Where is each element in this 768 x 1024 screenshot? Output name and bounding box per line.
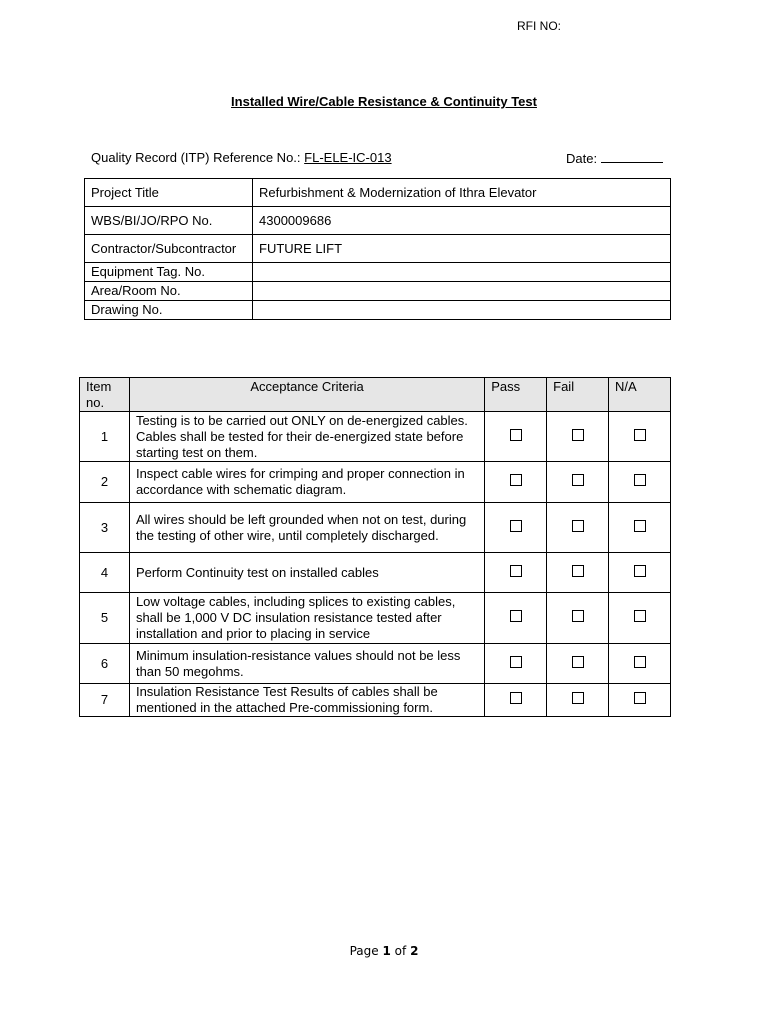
na-cell <box>609 503 671 553</box>
of-word: of <box>394 944 407 958</box>
header-fail: Fail <box>547 378 609 412</box>
info-row <box>85 301 671 320</box>
info-label: Contractor/Subcontractor <box>85 235 253 263</box>
table-row <box>80 684 671 717</box>
na-checkbox[interactable] <box>634 610 646 622</box>
rfi-label: RFI NO: <box>517 19 561 33</box>
info-row <box>85 263 671 282</box>
quality-record-line <box>91 150 392 165</box>
page-footer <box>0 944 768 958</box>
fail-checkbox[interactable] <box>572 520 584 532</box>
item-number: 1 <box>80 412 130 462</box>
header-acceptance-criteria: Acceptance Criteria <box>129 378 484 412</box>
fail-checkbox[interactable] <box>572 429 584 441</box>
fail-cell <box>547 553 609 593</box>
table-row <box>80 553 671 593</box>
item-number: 5 <box>80 593 130 644</box>
table-row <box>80 462 671 503</box>
page-word: Page <box>349 944 379 958</box>
pass-checkbox[interactable] <box>510 656 522 668</box>
na-checkbox[interactable] <box>634 520 646 532</box>
pass-checkbox[interactable] <box>510 474 522 486</box>
info-value[interactable] <box>253 263 671 282</box>
info-label: Project Title <box>85 179 253 207</box>
item-number: 6 <box>80 644 130 684</box>
na-cell <box>609 553 671 593</box>
pass-checkbox[interactable] <box>510 565 522 577</box>
info-value[interactable] <box>253 282 671 301</box>
page-current: 1 <box>382 944 391 958</box>
fail-cell <box>547 462 609 503</box>
pass-cell <box>485 503 547 553</box>
na-cell <box>609 462 671 503</box>
info-label: Drawing No. <box>85 301 253 320</box>
na-checkbox[interactable] <box>634 692 646 704</box>
na-cell <box>609 684 671 717</box>
header-pass: Pass <box>485 378 547 412</box>
project-info-table <box>84 178 671 320</box>
info-row <box>85 282 671 301</box>
item-number: 2 <box>80 462 130 503</box>
header-na: N/A <box>609 378 671 412</box>
pass-cell <box>485 593 547 644</box>
fail-checkbox[interactable] <box>572 565 584 577</box>
quality-record-label: Quality Record (ITP) Reference No.: <box>91 150 301 165</box>
na-cell <box>609 593 671 644</box>
quality-record-ref: FL-ELE-IC-013 <box>304 150 392 165</box>
document-title: Installed Wire/Cable Resistance & Continuity Test <box>231 94 537 109</box>
criteria-text: Inspect cable wires for crimping and proper connection in accordance with schematic diagram. <box>129 462 484 503</box>
item-number: 7 <box>80 684 130 717</box>
table-row <box>80 412 671 462</box>
na-cell <box>609 644 671 684</box>
item-number: 3 <box>80 503 130 553</box>
criteria-text: Insulation Resistance Test Results of cables shall be mentioned in the attached Pre-commissioning form. <box>129 684 484 717</box>
table-row <box>80 593 671 644</box>
item-number: 4 <box>80 553 130 593</box>
pass-cell <box>485 412 547 462</box>
info-value[interactable]: Refurbishment & Modernization of Ithra Elevator <box>253 179 671 207</box>
fail-checkbox[interactable] <box>572 656 584 668</box>
fail-checkbox[interactable] <box>572 610 584 622</box>
pass-checkbox[interactable] <box>510 610 522 622</box>
info-label: Area/Room No. <box>85 282 253 301</box>
info-row <box>85 207 671 235</box>
acceptance-criteria-table <box>79 377 671 717</box>
info-row <box>85 179 671 207</box>
na-checkbox[interactable] <box>634 474 646 486</box>
info-value[interactable]: 4300009686 <box>253 207 671 235</box>
fail-cell <box>547 412 609 462</box>
fail-cell <box>547 593 609 644</box>
criteria-text: All wires should be left grounded when not on test, during the testing of other wire, until completely discharged. <box>129 503 484 553</box>
fail-cell <box>547 644 609 684</box>
criteria-text: Minimum insulation-resistance values should not be less than 50 megohms. <box>129 644 484 684</box>
pass-checkbox[interactable] <box>510 429 522 441</box>
date-line <box>566 150 663 166</box>
na-checkbox[interactable] <box>634 565 646 577</box>
pass-cell <box>485 553 547 593</box>
info-value[interactable] <box>253 301 671 320</box>
pass-checkbox[interactable] <box>510 692 522 704</box>
info-row <box>85 235 671 263</box>
pass-cell <box>485 684 547 717</box>
info-label: Equipment Tag. No. <box>85 263 253 282</box>
header-item-no: Item no. <box>80 378 130 412</box>
fail-cell <box>547 503 609 553</box>
date-label: Date: <box>566 151 598 166</box>
fail-cell <box>547 684 609 717</box>
na-cell <box>609 412 671 462</box>
fail-checkbox[interactable] <box>572 474 584 486</box>
fail-checkbox[interactable] <box>572 692 584 704</box>
pass-checkbox[interactable] <box>510 520 522 532</box>
criteria-text: Testing is to be carried out ONLY on de-energized cables. Cables shall be tested for their de-energized state before starting test on them. <box>129 412 484 462</box>
date-blank-field[interactable] <box>601 150 663 163</box>
table-row <box>80 644 671 684</box>
table-header-row <box>80 378 671 412</box>
info-value[interactable]: FUTURE LIFT <box>253 235 671 263</box>
info-label: WBS/BI/JO/RPO No. <box>85 207 253 235</box>
na-checkbox[interactable] <box>634 429 646 441</box>
pass-cell <box>485 644 547 684</box>
criteria-text: Perform Continuity test on installed cables <box>129 553 484 593</box>
page-total: 2 <box>410 944 419 958</box>
pass-cell <box>485 462 547 503</box>
table-row <box>80 503 671 553</box>
criteria-text: Low voltage cables, including splices to existing cables, shall be 1,000 V DC insulation resistance tested after installation and prior to placing in service <box>129 593 484 644</box>
na-checkbox[interactable] <box>634 656 646 668</box>
